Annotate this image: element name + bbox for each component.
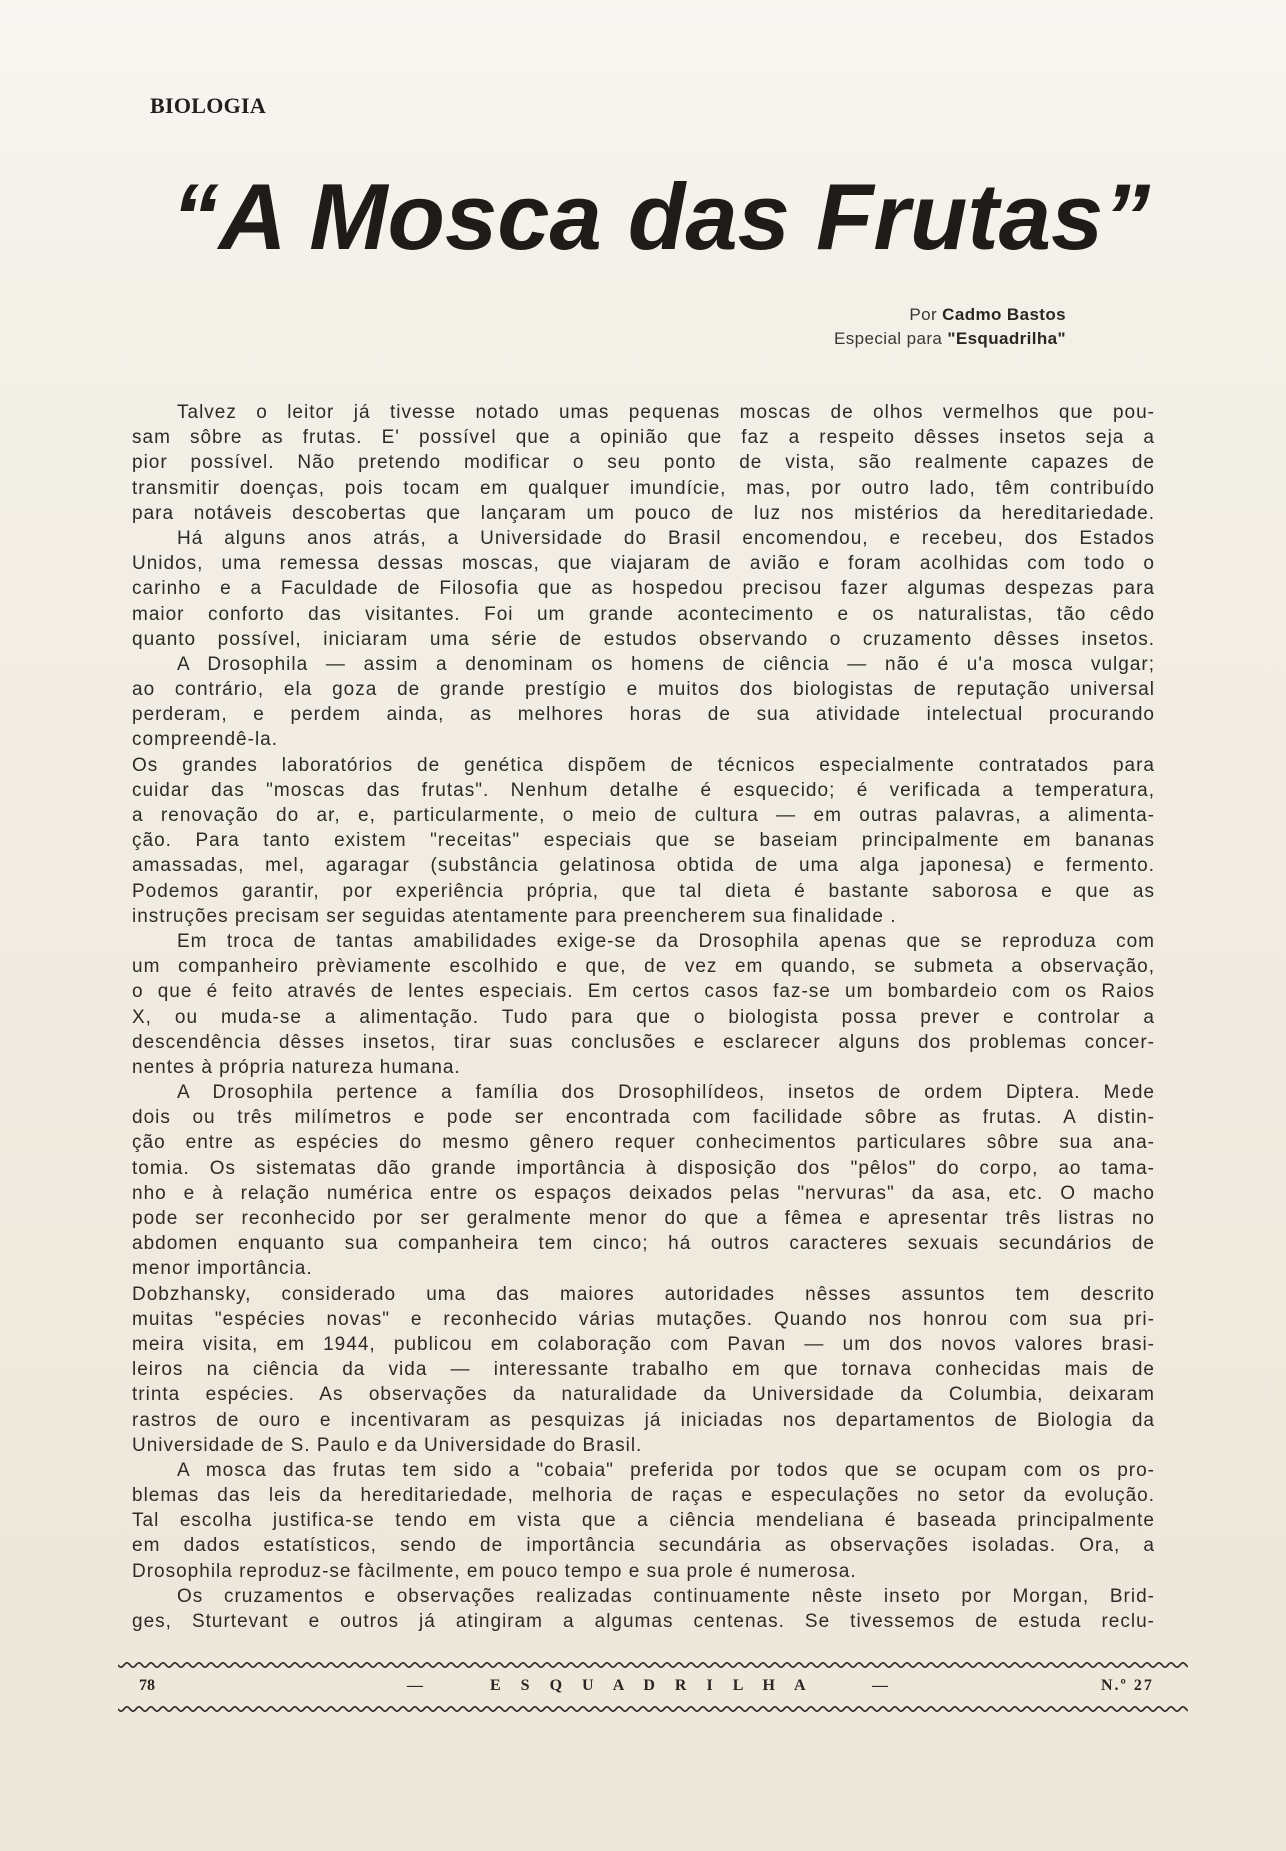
body-line: pode ser reconhecido por ser geralmente menor do que a fêmea e apresentar três listras no [132,1208,1155,1229]
body-line: sam sôbre as frutas. E' possível que a opinião que faz a respeito dêsses insetos seja a [132,427,1155,449]
byline-author-line [834,303,1066,327]
body-line: para notáveis descobertas que lançaram um pouco de luz nos mistérios da hereditariedade. [132,502,1155,524]
body-line: Tal escolha justifica-se tendo em vista que a ciência mendeliana é baseada principalmente [132,1510,1155,1532]
paragraph [132,1458,1155,1584]
body-line: cuidar das "moscas das frutas". Nenhum detalhe é esquecido; é verificada a temperatura, [132,779,1155,801]
paragraph [132,1584,1155,1634]
footer-ornament-rule-bottom [118,1705,1188,1713]
paragraph [132,1080,1155,1282]
footer-ornament-rule-top [118,1661,1188,1669]
body-line: Há alguns anos atrás, a Universidade do Brasil encomendou, e recebeu, dos Estados [177,527,1155,549]
paragraph [132,1282,1155,1458]
body-line: menor importância. [132,1258,313,1280]
body-line: rastros de ouro e incentivaram as pesquizas já iniciadas nos departamentos de Biologia da [132,1409,1155,1431]
article-title: “A Mosca das Frutas” [171,164,1151,269]
paragraph [132,526,1155,652]
body-line: carinho e a Faculdade de Filosofia que as hospedou precisou fazer algumas despezas para [132,578,1155,600]
body-line: blemas das leis da hereditariedade, melhoria de raças e especulações no setor da evolução. [132,1485,1155,1507]
footer-dash: — [872,1677,888,1694]
body-line: trinta espécies. As observações da naturalidade da Universidade da Columbia, deixaram [132,1384,1155,1406]
body-line: A Drosophila — assim a denominam os homens de ciência — não é u'a mosca vulgar; [177,653,1155,675]
body-line: instruções precisam ser seguidas atentamente para preencherem sua finalidade . [132,905,897,927]
footer-magazine-name: E S Q U A D R I L H A [490,1677,814,1694]
body-line: Talvez o leitor já tivesse notado umas pequenas moscas de olhos vermelhos que pou- [177,402,1155,423]
body-line: em dados estatísticos, sendo de importância secundária as observações isoladas. Ora, a [132,1535,1155,1557]
body-line: Os cruzamentos e observações realizadas continuamente nêste inseto por Morgan, Brid- [177,1585,1155,1607]
body-line: Podemos garantir, por experiência própria, que tal dieta é bastante saborosa e que as [132,880,1155,902]
body-line: muitas "espécies novas" e reconhecido várias mutações. Quando nos honrou com sua pri- [132,1308,1155,1330]
byline-special-line [834,327,1066,351]
body-line: transmitir doenças, pois tocam em qualquer imundície, mas, por outro lado, têm contribuído [132,477,1155,499]
body-line: compreendê-la. [132,729,279,751]
byline-author: Cadmo Bastos [942,305,1066,324]
footer-page-number: 78 [139,1677,155,1694]
wave-line [118,1663,1188,1667]
body-line: A Drosophila pertence a família dos Drosophilídeos, insetos de ordem Diptera. Mede [177,1082,1155,1104]
body-line: pior possível. Não pretendo modificar o seu ponto de vista, são realmente capazes de [132,452,1155,474]
body-line: Universidade de S. Paulo e da Universidade do Brasil. [132,1434,643,1456]
body-line: ges, Sturtevant e outros já atingiram a algumas centenas. Se tivessemos de estuda reclu- [132,1611,1155,1632]
body-line: abdomen enquanto sua companheira tem cinco; há outros caracteres sexuais secundários de [132,1233,1155,1255]
body-line: nho e à relação numérica entre os espaços deixados pelas "nervuras" da asa, etc. O macho [132,1182,1155,1204]
byline-by: Por [909,305,938,324]
paragraph [132,929,1155,1080]
body-line: amassadas, mel, agaragar (substância gelatinosa obtida de uma alga japonesa) e fermento. [132,855,1155,877]
body-line: maior conforto das visitantes. Foi um grande acontecimento e os naturalistas, tão cêdo [132,603,1155,625]
body-line: Os grandes laboratórios de genética dispõem de técnicos especialmente contratados para [132,754,1155,776]
body-line: Drosophila reproduz-se fàcilmente, em pouco tempo e sua prole é numerosa. [132,1560,857,1582]
body-line: ção entre as espécies do mesmo gênero requer conhecimentos particulares sôbre sua ana- [132,1132,1155,1154]
section-label: BIOLOGIA [150,93,267,118]
byline-publication: "Esquadrilha" [947,329,1066,348]
body-line: meira visita, em 1944, publicou em colaboração com Pavan — um dos novos valores brasi- [132,1333,1155,1355]
body-line: Em troca de tantas amabilidades exige-se da Drosophila apenas que se reproduza com [177,930,1155,952]
body-line: um companheiro prèviamente escolhido e que, de vez em quando, se submeta a observação, [132,956,1155,978]
body-line: nentes à própria natureza humana. [132,1056,461,1078]
body-line: ao contrário, ela goza de grande prestígio e muitos dos biologistas de reputação universal [132,679,1155,701]
body-line: o que é feito através de lentes especiais. Em certos casos faz-se um bombardeio com os Raios [132,981,1155,1003]
body-line: perderam, e perdem ainda, as melhores horas de sua atividade intelectual procurando [132,704,1155,726]
paragraph [132,753,1155,929]
footer-dash: — [407,1677,423,1694]
body-line: ção. Para tanto existem "receitas" especiais que se baseiam principalmente em bananas [132,830,1155,852]
body-line: X, ou muda-se a alimentação. Tudo para que o biologista possa prever e controlar a [132,1006,1155,1028]
body-line: Unidos, uma remessa dessas moscas, que viajaram de avião e foram acolhidas com todo o [132,553,1155,575]
article-body [132,400,1155,1634]
body-line: A mosca das frutas tem sido a "cobaia" preferida por todos que se ocupam com os pro- [177,1459,1155,1481]
footer-issue-number: N.º 27 [1101,1677,1154,1694]
body-line: Dobzhansky, considerado uma das maiores autoridades nêsses assuntos tem descrito [132,1283,1155,1305]
byline [834,303,1066,351]
body-line: a renovação do ar, e, particularmente, o meio de cultura — em outras palavras, a alimenta- [132,805,1155,826]
body-line: descendência dêsses insetos, tirar suas conclusões e esclarecer alguns dos problemas concer- [132,1031,1155,1053]
body-line: leiros na ciência da vida — interessante trabalho em que tornava conhecidas mais de [132,1359,1155,1381]
body-line: quanto possível, iniciaram uma série de estudos observando o cruzamento dêsses insetos. [132,628,1155,650]
byline-special-for: Especial para [834,329,943,348]
wave-line [118,1707,1188,1711]
paragraph [132,400,1155,526]
paragraph [132,652,1155,753]
body-line: tomia. Os sistematas dão grande importância à disposição dos "pêlos" do corpo, ao tama- [132,1157,1155,1179]
body-line: dois ou três milímetros e pode ser encontrada com facilidade sôbre as frutas. A distin- [132,1107,1155,1129]
